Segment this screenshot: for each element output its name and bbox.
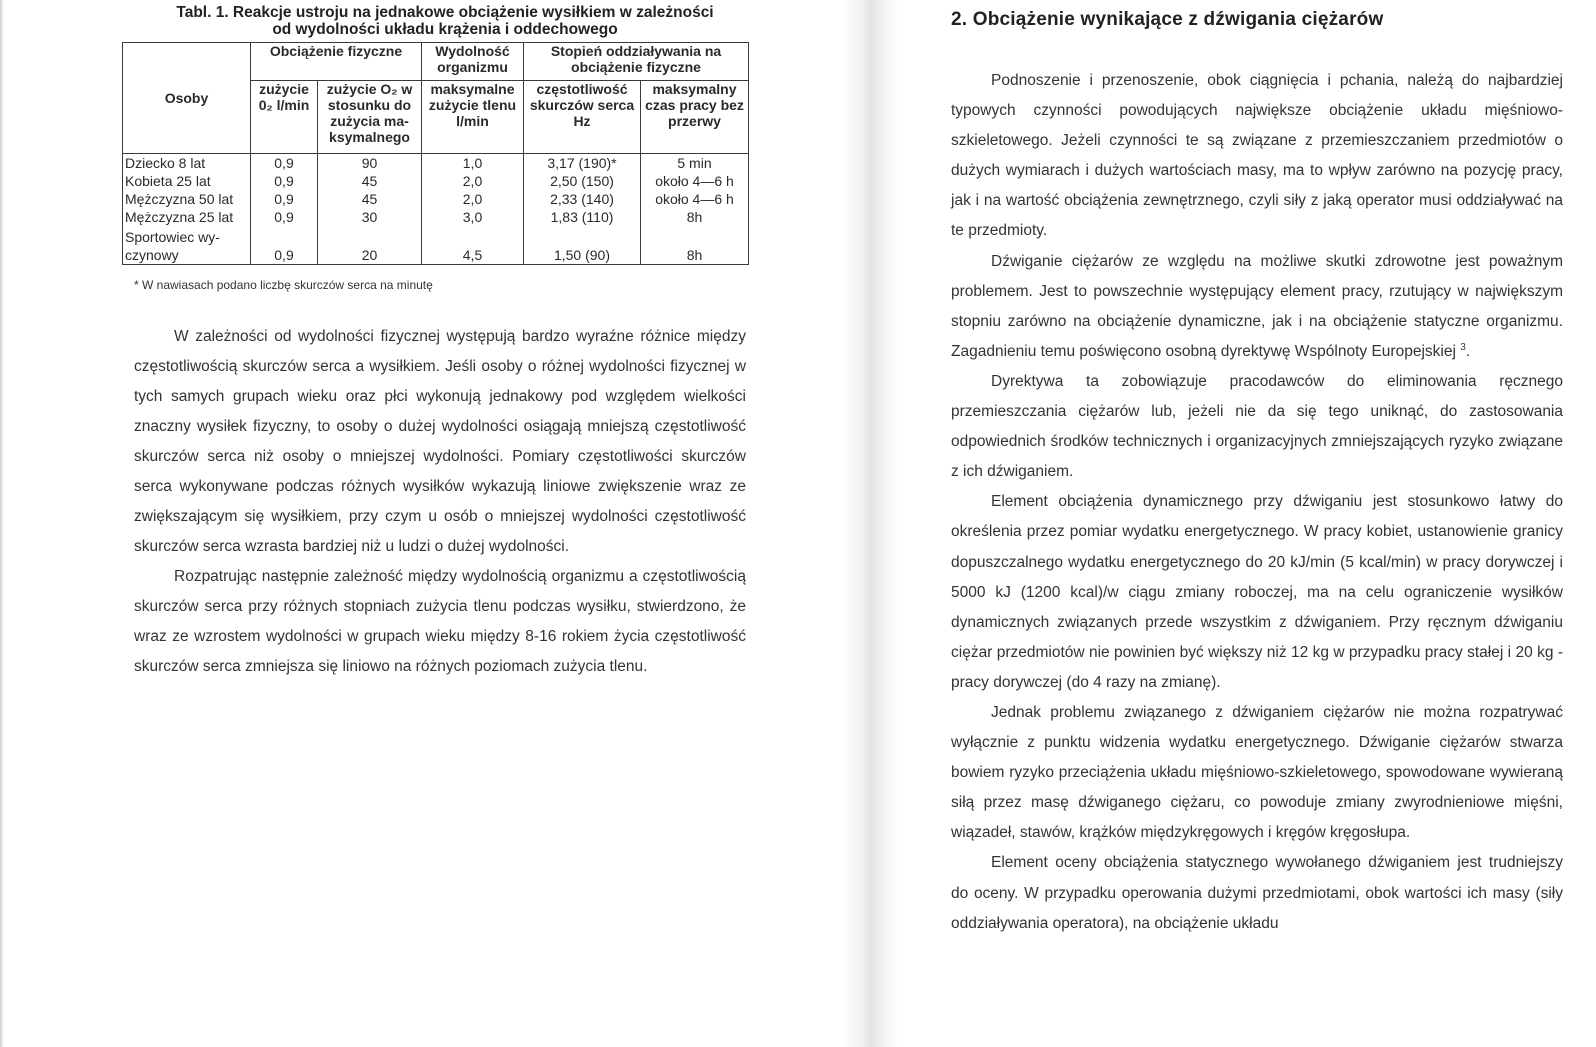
cell-czestotliwosc: 2,33 (140) [524, 190, 641, 208]
table-header-row [123, 43, 749, 81]
cell-procent: 20 [318, 226, 422, 265]
cell-czestotliwosc: 3,17 (190)* [524, 154, 641, 173]
table-row [123, 208, 749, 226]
cell-czas: około 4—6 h [641, 172, 749, 190]
cell-maks: 3,0 [422, 208, 524, 226]
cell-osoba: Kobieta 25 lat [123, 172, 251, 190]
table-row [123, 190, 749, 208]
cell-czas: 5 min [641, 154, 749, 173]
header-osoby: Osoby [123, 43, 251, 154]
paragraph-with-footnote [951, 247, 1563, 367]
paragraph: Rozpatrując następnie zależność między wydolnością organizmu a częstotliwością skurczów serca przy różnych stopniach zużycia tlenu podczas wysiłku, stwierdzono, że wraz ze wzrostem wydolności w grupach wieku między 8-16 rokiem życia częstotliwość skurczów serca zmniejsza się liniowo na różnych poziomach zużycia tlenu. [134, 568, 746, 675]
cell-zuzycie: 0,9 [251, 172, 318, 190]
footnote-reference: 3 [1460, 341, 1466, 353]
cell-zuzycie: 0,9 [251, 226, 318, 265]
header-procent: zużycie O₂ w stosunku do zużycia ma-ksymalnego [318, 81, 422, 154]
header-stopien: Stopień oddziaływania na obciążenie fizyczne [524, 43, 749, 81]
right-body-text [951, 66, 1563, 939]
cell-czestotliwosc: 1,83 (110) [524, 208, 641, 226]
cell-zuzycie: 0,9 [251, 190, 318, 208]
cell-czestotliwosc: 1,50 (90) [524, 226, 641, 265]
cell-czas: 8h [641, 208, 749, 226]
table-caption-line: od wydolności układu krążenia i oddechowego [272, 21, 618, 38]
cell-procent: 45 [318, 190, 422, 208]
cell-czas: około 4—6 h [641, 190, 749, 208]
header-obciazenie: Obciążenie fizyczne [251, 43, 422, 81]
cell-procent: 30 [318, 208, 422, 226]
table-footnote: * W nawiasach podano liczbę skurczów serca na minutę [134, 278, 433, 292]
cell-zuzycie: 0,9 [251, 208, 318, 226]
header-zuzycie: zużycie 0₂ l/min [251, 81, 318, 154]
cell-czas: 8h [641, 226, 749, 265]
table-caption [140, 4, 750, 38]
paragraph: Podnoszenie i przenoszenie, obok ciągnięcia i pchania, należą do najbardziej typowych czynności powodujących największe obciążenie układu mięśniowo-szkieletowego. Jeżeli czynności te są związane z przemieszczaniem przedmiotów o dużych wymiarach i dużych wartościach masy, ma to wpływ zarówno na pozycję pracy, jak i na wartość obciążenia zewnętrznego, czyli siły z jaką operator musi oddziaływać na te przedmioty. [951, 72, 1563, 240]
paragraph: W zależności od wydolności fizycznej występują bardzo wyraźne różnice między częstotliwością skurczów serca a wysiłkiem. Jeśli osoby o różnej wydolności fizycznej w tych samych grupach wieku oraz płci wykonują jednakowy pod względem wielkości znaczny wysiłek fizyczny, to osoby o dużej wydolności osiągają mniejszą częstotliwość skurczów serca niż osoby o mniejszej wydolności. Pomiary częstotliwości skurczów serca wykonywane podczas różnych wysiłków wykazują liniowe zwiększenie wraz ze zwiększającym się wysiłkiem, przy czym u osób o mniejszej wydolności częstotliwość skurczów serca wzrasta bardziej niż u ludzi o dużej wydolności. [134, 328, 746, 555]
paragraph: Element oceny obciążenia statycznego wywołanego dźwiganiem jest trudniejszy do oceny. W przypadku operowania dużymi przedmiotami, obok wartości ich masy (siły oddziaływania operatora), na obciążenie układu [951, 854, 1563, 932]
cell-maks: 1,0 [422, 154, 524, 173]
table-row [123, 154, 749, 173]
cell-czestotliwosc: 2,50 (150) [524, 172, 641, 190]
cell-osoba: Mężczyzna 25 lat [123, 208, 251, 226]
cell-osoba: Mężczyzna 50 lat [123, 190, 251, 208]
header-maks: maksymalne zużycie tlenu l/min [422, 81, 524, 154]
cell-maks: 2,0 [422, 190, 524, 208]
cell-procent: 45 [318, 172, 422, 190]
table-caption-line: Tabl. 1. Reakcje ustroju na jednakowe obciążenie wysiłkiem w zależności [176, 4, 714, 21]
footnote-reference-tail: . [1465, 342, 1471, 360]
cell-procent: 90 [318, 154, 422, 173]
paragraph: Jednak problemu związanego z dźwiganiem ciężarów nie można rozpatrywać wyłącznie z punktu widzenia wydatku energetycznego. Dźwiganie ciężarów stwarza bowiem ryzyko przeciążenia układu mięśniowo-szkieletowego, spowodowane wywieraną siłą przez masę dźwiganego ciężaru, co powoduje zmiany zwyrodnieniowe mięśni, wiązadeł, stawów, krążków międzykręgowych i kręgów kręgosłupa. [951, 703, 1563, 842]
left-body-text [134, 322, 746, 682]
cell-maks: 2,0 [422, 172, 524, 190]
header-czestotliwosc: częstotliwość skurczów serca Hz [524, 81, 641, 154]
table-row [123, 226, 749, 265]
book-gutter [842, 0, 898, 1047]
paragraph-text: Dźwiganie ciężarów ze względu na możliwe skutki zdrowotne jest poważnym problemem. Jest to powszechnie występujący element pracy, rzutujący w największym stopniu zarówno na obciążenie dynamiczne, jak i na obciążenie statyczne organizmu. Zagadnieniu temu poświęcono osobną dyrektywę Wspólnoty Europejskiej [951, 252, 1563, 360]
paragraph: Element obciążenia dynamicznego przy dźwiganiu jest stosunkowo łatwy do określenia przez pomiar wydatku energetycznego. W pracy kobiet, ustanowienie granicy dopuszczalnego wydatku energetycznego do 20 kJ/min (5 kcal/min) w pracy dorywczej i 5000 kJ (1200 kcal)/w ciągu zmiany roboczej, ma na celu ograniczenie wysiłków dynamicznych związanych przede wszystkim z dźwiganiem. Przy ręcznym dźwiganiu ciężar przedmiotów nie powinien być większy niż 12 kg w przypadku pracy stałej i 20 kg - pracy dorywczej (do 4 razy na zmianę). [951, 493, 1563, 691]
paragraph: Dyrektywa ta zobowiązuje pracodawców do eliminowania ręcznego przemieszczania ciężarów lub, jeżeli nie da się tego uniknąć, do zastosowania odpowiednich środków technicznych i organizacyjnych zmniejszających ryzyko związane z ich dźwiganiem. [951, 372, 1563, 481]
section-title: 2. Obciążenie wynikające z dźwigania ciężarów [951, 9, 1384, 30]
cell-maks: 4,5 [422, 226, 524, 265]
data-table [122, 42, 749, 265]
table-row [123, 172, 749, 190]
header-wydolnosc: Wydolność organizmu [422, 43, 524, 81]
header-czas: maksymalny czas pracy bez przerwy [641, 81, 749, 154]
cell-osoba: Sportowiec wy-czynowy [123, 226, 251, 265]
cell-zuzycie: 0,9 [251, 154, 318, 173]
cell-osoba: Dziecko 8 lat [123, 154, 251, 173]
